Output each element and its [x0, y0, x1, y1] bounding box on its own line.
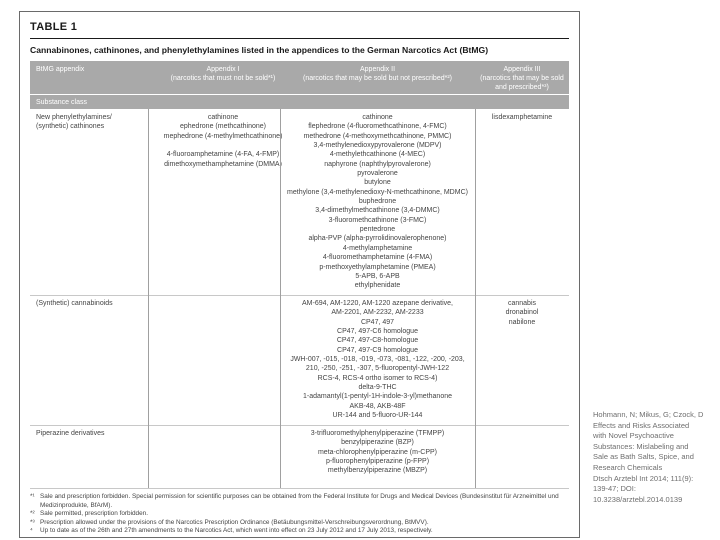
footnote: *² Sale permitted, prescription forbidden. [30, 510, 148, 517]
footnote: ⁴ Up to date as of the 26th and 27th amendments to the Narcotics Act, which went into effect on 23 July 2012 and 17 July 2013, respectively. [30, 527, 433, 534]
list-item: 4-methylethcathinone (4-MEC) [329, 151, 426, 159]
list-item: 1-adamantyl(1-pentyl-1H-indole-3-yl)methanone [302, 393, 453, 401]
table-footnotes [30, 493, 569, 536]
list-item: dimethoxymethamphetamine (DMMA) [164, 160, 282, 168]
title-rule [30, 38, 569, 39]
list-item: UR-144 and 5-fluoro-UR-144 [332, 412, 423, 420]
header-appendix-label: BtMG appendix [36, 66, 85, 73]
footnote: Medizinprodukte, BfArM). [40, 501, 113, 509]
section-piperazines [30, 425, 569, 489]
list-item: ephedrone (methcathinone) [179, 123, 266, 131]
appendix-2-cell [280, 299, 475, 420]
list-item: AM-694, AM-1220, AM-1220 azepane derivative, [302, 300, 453, 307]
header-substance-class: Substance class [36, 99, 87, 106]
header-divider [30, 94, 569, 95]
table-label: TABLE 1 [30, 21, 78, 33]
citation: Hohmann, N; Mikus, G; Czock, D Effects and Risks Associated with Novel Psychoactive Substances: Mislabeling and Sale as Bath Salts, Spice, and Research Chemicals Dtsch Arztebl Int 2014; 111(9): 139-47; DOI: 10.3238/arztebl.2014.0139 [593, 410, 704, 504]
footnote: *¹ Sale and prescription forbidden. Special permission for scientific purposes can be obtained from the Federal Institute for Drugs and Medical Devices (Bundesinstitut für Arzneimittel und [30, 493, 559, 500]
header-appendix-2: Appendix II (narcotics that may be sold but not prescribed*²) [302, 66, 452, 82]
table-header [30, 61, 569, 109]
header-appendix-3: Appendix III (narcotics that may be sold and prescribed*³) [480, 66, 564, 91]
list-item: methylone (3,4-methylenedioxy-N-methcathinone, MDMC) [287, 188, 468, 196]
list-item: delta-9-THC [358, 384, 397, 392]
list-item: pentedrone [359, 226, 396, 234]
list-item: AM-2201, AM-2232, AM-2233 [331, 309, 424, 317]
list-item: alpha-PVP (alpha-pyrrolidinovalerophenone) [308, 235, 447, 243]
appendix-3-cell [475, 113, 569, 122]
list-item: CP47, 497-C9 homologue [337, 346, 418, 354]
appendix-2-cell [280, 113, 475, 291]
table-title: Cannabinones, cathinones, and phenylethylamines listed in the appendices to the German Narcotics Act (BtMG) [30, 45, 489, 55]
list-item: JWH-007, -015, -018, -019, -073, -081, -122, -200, -203, [290, 356, 465, 364]
list-item: 3,4-methylenedioxypyrovalerone (MDPV) [313, 142, 442, 150]
column-divider [148, 109, 149, 488]
list-item: methedrone (4-methoxymethcathinone, PMMC) [303, 132, 452, 140]
list-item: mephedrone (4-methylmethcathinone) [163, 132, 283, 140]
appendix-3-cell [475, 299, 569, 327]
list-item: CP47, 497 [360, 318, 395, 326]
list-item: 4-methylamphetamine [342, 244, 413, 252]
list-item: 3-trifluoromethylphenylpiperazine (TFMPP) [310, 430, 445, 437]
list-item: p-fluorophenylpiperazine (p-FPP) [325, 458, 430, 466]
footnote: *³ Prescription allowed under the provisions of the Narcotics Prescription Ordinance (Betäubungsmittel-Verschreibungsverordnung, BtMVV). [30, 518, 429, 526]
list-item: CP47, 497-C8-homologue [336, 337, 419, 345]
list-item: methylbenzylpiperazine (MBZP) [327, 467, 428, 475]
column-divider [280, 109, 281, 488]
list-item: benzylpiperazine (BZP) [341, 439, 414, 447]
section-label: (Synthetic) cannabinoids [36, 300, 113, 307]
list-item: nabilone [508, 318, 536, 326]
list-item: cathinone [362, 114, 393, 121]
list-item: cannabis [507, 300, 537, 307]
section-cathinones [30, 109, 569, 296]
list-item: flephedrone (4-fluoromethcathinone, 4-FMC) [308, 123, 447, 131]
header-appendix-1: Appendix I (narcotics that must not be sold*¹) [170, 66, 276, 82]
appendix-1-cell [148, 113, 298, 169]
list-item: naphyrone (naphthylpyrovalerone) [324, 160, 431, 168]
section-label: Piperazine derivatives [36, 430, 105, 437]
column-divider [475, 109, 476, 488]
list-item: 4-fluoromethamphetamine (4-FMA) [322, 254, 433, 262]
list-item: 4-fluoroamphetamine (4-FA, 4-FMP) [166, 151, 280, 159]
list-item: 3-fluoromethcathinone (3-FMC) [328, 216, 427, 224]
table-document [19, 11, 580, 538]
appendix-2-cell [280, 429, 475, 476]
list-item: ethylphenidate [354, 282, 401, 290]
list-item: meta-chlorophenylpiperazine (m-CPP) [317, 448, 438, 456]
list-item: 5-APB, 6-APB [355, 272, 400, 280]
section-label: New phenylethylamines/ (synthetic) cathinones [36, 114, 112, 130]
list-item: pyrovalerone [357, 170, 398, 178]
list-item: butylone [364, 179, 391, 187]
list-item: dronabinol [505, 309, 539, 317]
list-item: 3,4-dimethylmethcathinone (3,4-DMMC) [315, 207, 440, 215]
list-item: buphedrone [358, 198, 397, 206]
list-item: cathinone [207, 114, 239, 121]
list-item: CP47, 497-C6 homologue [337, 328, 418, 336]
list-item: p-methoxyethylamphetamine (PMEA) [319, 263, 436, 271]
list-item: 210, -250, -251, -307, 5-fluoropentyl-JWH-122 [305, 365, 450, 373]
section-cannabinoids [30, 295, 569, 426]
list-item: AKB-48, AKB-48F [349, 402, 406, 410]
list-item: RCS-4, RCS-4 ortho isomer to RCS-4) [317, 374, 438, 382]
list-item [148, 141, 298, 150]
list-item: lisdexamphetamine [491, 114, 553, 121]
